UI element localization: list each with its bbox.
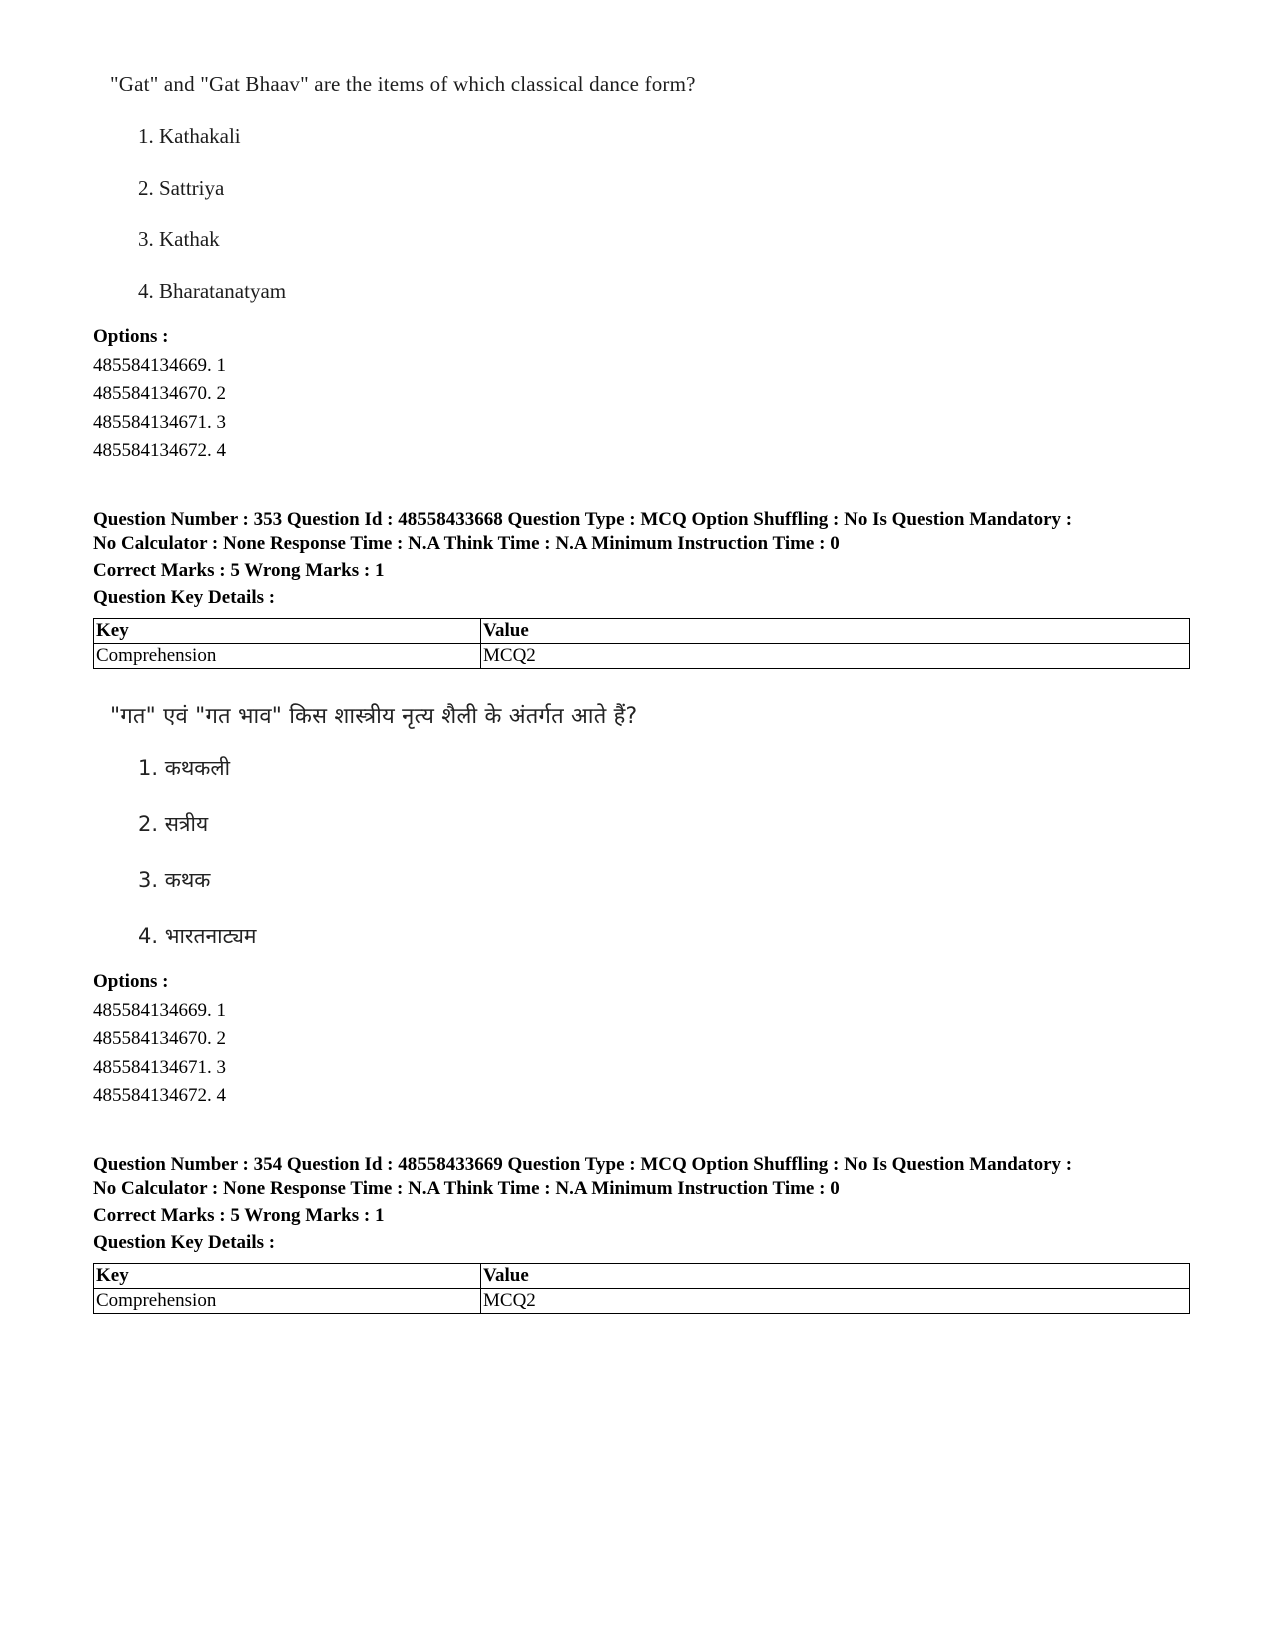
table-row (94, 644, 1190, 669)
option-id-2: 485584134670. 2 (93, 1028, 226, 1049)
meta-line-1: Question Number : 354 Question Id : 48558433669 Question Type : MCQ Option Shuffling : No Is Question Mandatory : (93, 1154, 1073, 1175)
option-id-1: 485584134669. 1 (93, 999, 226, 1021)
options-label: Options : (93, 971, 169, 992)
key-details-label: Question Key Details : (93, 1232, 276, 1253)
option-id-2: 485584134670. 2 (93, 383, 226, 404)
options-label: Options : (93, 326, 169, 347)
marks-line: Correct Marks : 5 Wrong Marks : 1 (93, 1205, 385, 1226)
question-option-3: 3. कथक (138, 868, 211, 892)
meta-line-1: Question Number : 353 Question Id : 48558433668 Question Type : MCQ Option Shuffling : No Is Question Mandatory : (93, 509, 1073, 530)
option-id-3: 485584134671. 3 (93, 411, 226, 433)
question-image-english (110, 72, 1010, 312)
options-list (93, 323, 226, 466)
question-option-4: 4. Bharatanatyam (138, 279, 287, 303)
option-id-3: 485584134671. 3 (93, 1056, 226, 1078)
marks-line: Correct Marks : 5 Wrong Marks : 1 (93, 560, 385, 581)
question-option-1: 1. Kathakali (138, 124, 241, 148)
meta-line-2: No Calculator : None Response Time : N.A Think Time : N.A Minimum Instruction Time : 0 (93, 533, 840, 554)
option-id-1: 485584134669. 1 (93, 354, 226, 376)
table-cell-value: MCQ2 (481, 644, 1190, 669)
key-table-354 (93, 1263, 1190, 1314)
question-meta-353 (93, 508, 1193, 610)
key-table-353 (93, 618, 1190, 669)
question-option-2: 2. Sattriya (138, 176, 225, 200)
question-text: "Gat" and "Gat Bhaav" are the items of which classical dance form? (110, 72, 696, 96)
table-cell-value: MCQ2 (481, 1289, 1190, 1314)
question-option-3: 3. Kathak (138, 227, 220, 251)
table-row (94, 1289, 1190, 1314)
option-id-4: 485584134672. 4 (93, 1085, 226, 1106)
table-header-key: Key (94, 1264, 481, 1289)
question-option-2: 2. सत्रीय (138, 812, 209, 836)
question-text: "गत" एवं "गत भाव" किस शास्त्रीय नृत्य शैली के अंतर्गत आते हैं? (110, 704, 638, 729)
question-option-1: 1. कथकली (138, 756, 231, 780)
table-cell-key: Comprehension (94, 1289, 481, 1314)
table-row (94, 619, 1190, 644)
options-list (93, 968, 226, 1111)
table-header-value: Value (481, 619, 1190, 644)
table-row (94, 1264, 1190, 1289)
question-image-hindi (110, 700, 1010, 950)
key-details-label: Question Key Details : (93, 587, 276, 608)
table-cell-key: Comprehension (94, 644, 481, 669)
table-header-key: Key (94, 619, 481, 644)
question-option-4: 4. भारतनाट्यम (138, 924, 257, 948)
option-id-4: 485584134672. 4 (93, 440, 226, 461)
table-header-value: Value (481, 1264, 1190, 1289)
question-meta-354 (93, 1153, 1193, 1255)
meta-line-2: No Calculator : None Response Time : N.A Think Time : N.A Minimum Instruction Time : 0 (93, 1178, 840, 1199)
